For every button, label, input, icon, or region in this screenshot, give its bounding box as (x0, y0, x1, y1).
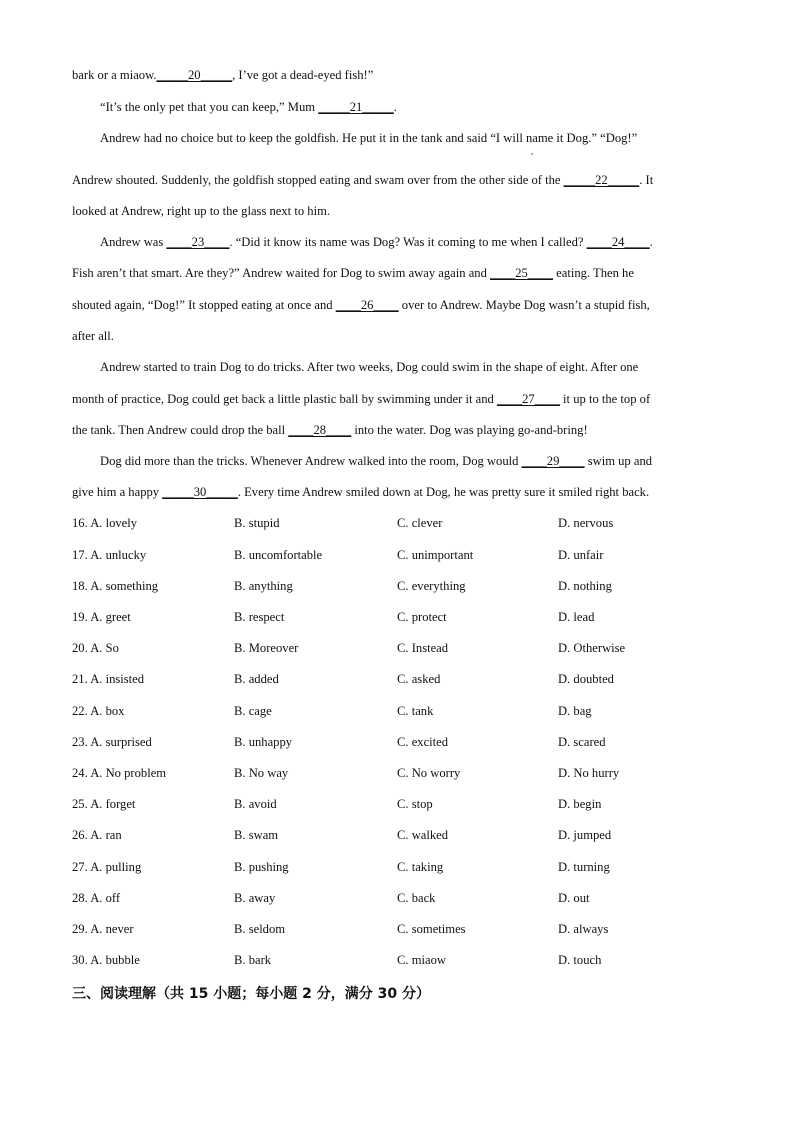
option-c: C. stop (397, 797, 433, 811)
option-d: D. always (558, 922, 609, 936)
question-20 (72, 641, 752, 659)
option-b: B. No way (234, 766, 289, 780)
passage-line: looked at Andrew, right up to the glass next to him. (72, 204, 331, 218)
option-c: C. tank (397, 704, 434, 718)
passage-line: Andrew shouted. Suddenly, the goldfish stopped eating and swam over from the other side of the _____22_____. It (72, 173, 654, 187)
question-29 (72, 922, 752, 940)
option-b: B. seldom (234, 922, 286, 936)
option-a: 16. A. lovely (72, 516, 138, 530)
option-a: 17. A. unlucky (72, 548, 147, 562)
option-c: C. Instead (397, 641, 449, 655)
option-a: 21. A. insisted (72, 672, 145, 686)
question-16 (72, 516, 752, 534)
passage-line: give him a happy _____30_____. Every time Andrew smiled down at Dog, he was pretty sure it smiled right back. (72, 485, 650, 499)
option-c: C. No worry (397, 766, 461, 780)
question-27 (72, 860, 752, 878)
option-b: B. anything (234, 579, 293, 593)
option-b: B. swam (234, 828, 279, 842)
question-22 (72, 704, 752, 722)
option-d: D. No hurry (558, 766, 620, 780)
question-17 (72, 548, 752, 566)
option-b: B. avoid (234, 797, 277, 811)
question-19 (72, 610, 752, 628)
option-b: B. cage (234, 704, 272, 718)
option-d: D. touch (558, 953, 602, 967)
option-c: C. taking (397, 860, 444, 874)
option-a: 24. A. No problem (72, 766, 167, 780)
option-d: D. nervous (558, 516, 614, 530)
option-c: C. everything (397, 579, 466, 593)
option-b: B. away (234, 891, 276, 905)
option-d: D. Otherwise (558, 641, 626, 655)
option-b: B. added (234, 672, 279, 686)
option-b: B. pushing (234, 860, 289, 874)
question-24 (72, 766, 752, 784)
option-d: D. lead (558, 610, 595, 624)
blank-22: _____22_____ (563, 173, 640, 187)
option-d: D. doubted (558, 672, 614, 686)
blank-28: ____28____ (288, 423, 352, 437)
question-23 (72, 735, 752, 753)
option-a: 22. A. box (72, 704, 125, 718)
question-25 (72, 797, 752, 815)
option-a: 23. A. surprised (72, 735, 152, 749)
option-c: C. excited (397, 735, 449, 749)
blank-25: ____25____ (490, 266, 554, 280)
option-a: 20. A. So (72, 641, 119, 655)
blank-21: _____21_____ (318, 100, 394, 114)
option-b: B. unhappy (234, 735, 293, 749)
option-a: 18. A. something (72, 579, 159, 593)
option-b: B. respect (234, 610, 285, 624)
option-c: C. unimportant (397, 548, 474, 562)
option-a: 19. A. greet (72, 610, 131, 624)
option-c: C. clever (397, 516, 443, 530)
option-d: D. unfair (558, 548, 604, 562)
blank-27: ____27____ (496, 392, 560, 406)
passage-line: month of practice, Dog could get back a little plastic ball by swimming under it and ____27____ it up to the top of (72, 392, 651, 406)
question-21 (72, 672, 752, 690)
passage-line: shouted again, “Dog!” It stopped eating at once and ____26____ over to Andrew. Maybe Dog wasn’t a stupid fish, (72, 298, 650, 312)
option-d: D. out (558, 891, 590, 905)
blank-30: _____30_____ (162, 485, 238, 499)
option-a: 26. A. ran (72, 828, 122, 842)
question-30 (72, 953, 752, 971)
option-d: D. begin (558, 797, 602, 811)
option-a: 29. A. never (72, 922, 134, 936)
blank-20: _____20_____ (156, 68, 233, 82)
stray-mark: , (531, 146, 534, 156)
option-a: 25. A. forget (72, 797, 136, 811)
question-26 (72, 828, 752, 846)
passage-line: “It’s the only pet that you can keep,” Mum _____21_____. (100, 100, 397, 114)
blank-24: ____24____ (586, 235, 650, 249)
option-d: D. bag (558, 704, 592, 718)
option-c: C. back (397, 891, 436, 905)
passage-line: bark or a miaow._____20_____, I’ve got a dead-eyed fish!” (72, 68, 374, 82)
option-b: B. stupid (234, 516, 280, 530)
passage-line: Andrew had no choice but to keep the goldfish. He put it in the tank and said “I will name it Dog.” “Dog!” (100, 131, 638, 145)
option-a: 28. A. off (72, 891, 121, 905)
passage-line: Dog did more than the tricks. Whenever Andrew walked into the room, Dog would ____29____ swim up and (100, 454, 653, 468)
blank-26: ____26____ (335, 298, 399, 312)
passage-line: Fish aren’t that smart. Are they?” Andrew waited for Dog to swim away again and ____25____ eating. Then he (72, 266, 634, 280)
option-d: D. nothing (558, 579, 612, 593)
option-c: C. miaow (397, 953, 446, 967)
option-d: D. jumped (558, 828, 612, 842)
option-c: C. asked (397, 672, 441, 686)
section-title: 三、阅读理解（共 15 小题；每小题 2 分，满分 30 分） (72, 986, 430, 1002)
option-b: B. bark (234, 953, 272, 967)
option-c: C. walked (397, 828, 449, 842)
passage-line: after all. (72, 329, 114, 343)
question-18 (72, 579, 752, 597)
option-d: D. turning (558, 860, 610, 874)
option-c: C. sometimes (397, 922, 466, 936)
blank-29: ____29____ (521, 454, 585, 468)
option-d: D. scared (558, 735, 606, 749)
passage-line: Andrew started to train Dog to do tricks. After two weeks, Dog could swim in the shape of eight. After one (100, 360, 639, 374)
option-b: B. uncomfortable (234, 548, 323, 562)
blank-23: ____23____ (166, 235, 230, 249)
passage-line: Andrew was ____23____. “Did it know its name was Dog? Was it coming to me when I called? ____24____. (100, 235, 653, 249)
passage-line: the tank. Then Andrew could drop the ball ____28____ into the water. Dog was playing go-and-bring! (72, 423, 588, 437)
option-c: C. protect (397, 610, 447, 624)
option-b: B. Moreover (234, 641, 299, 655)
option-a: 27. A. pulling (72, 860, 142, 874)
option-a: 30. A. bubble (72, 953, 140, 967)
question-28 (72, 891, 752, 909)
